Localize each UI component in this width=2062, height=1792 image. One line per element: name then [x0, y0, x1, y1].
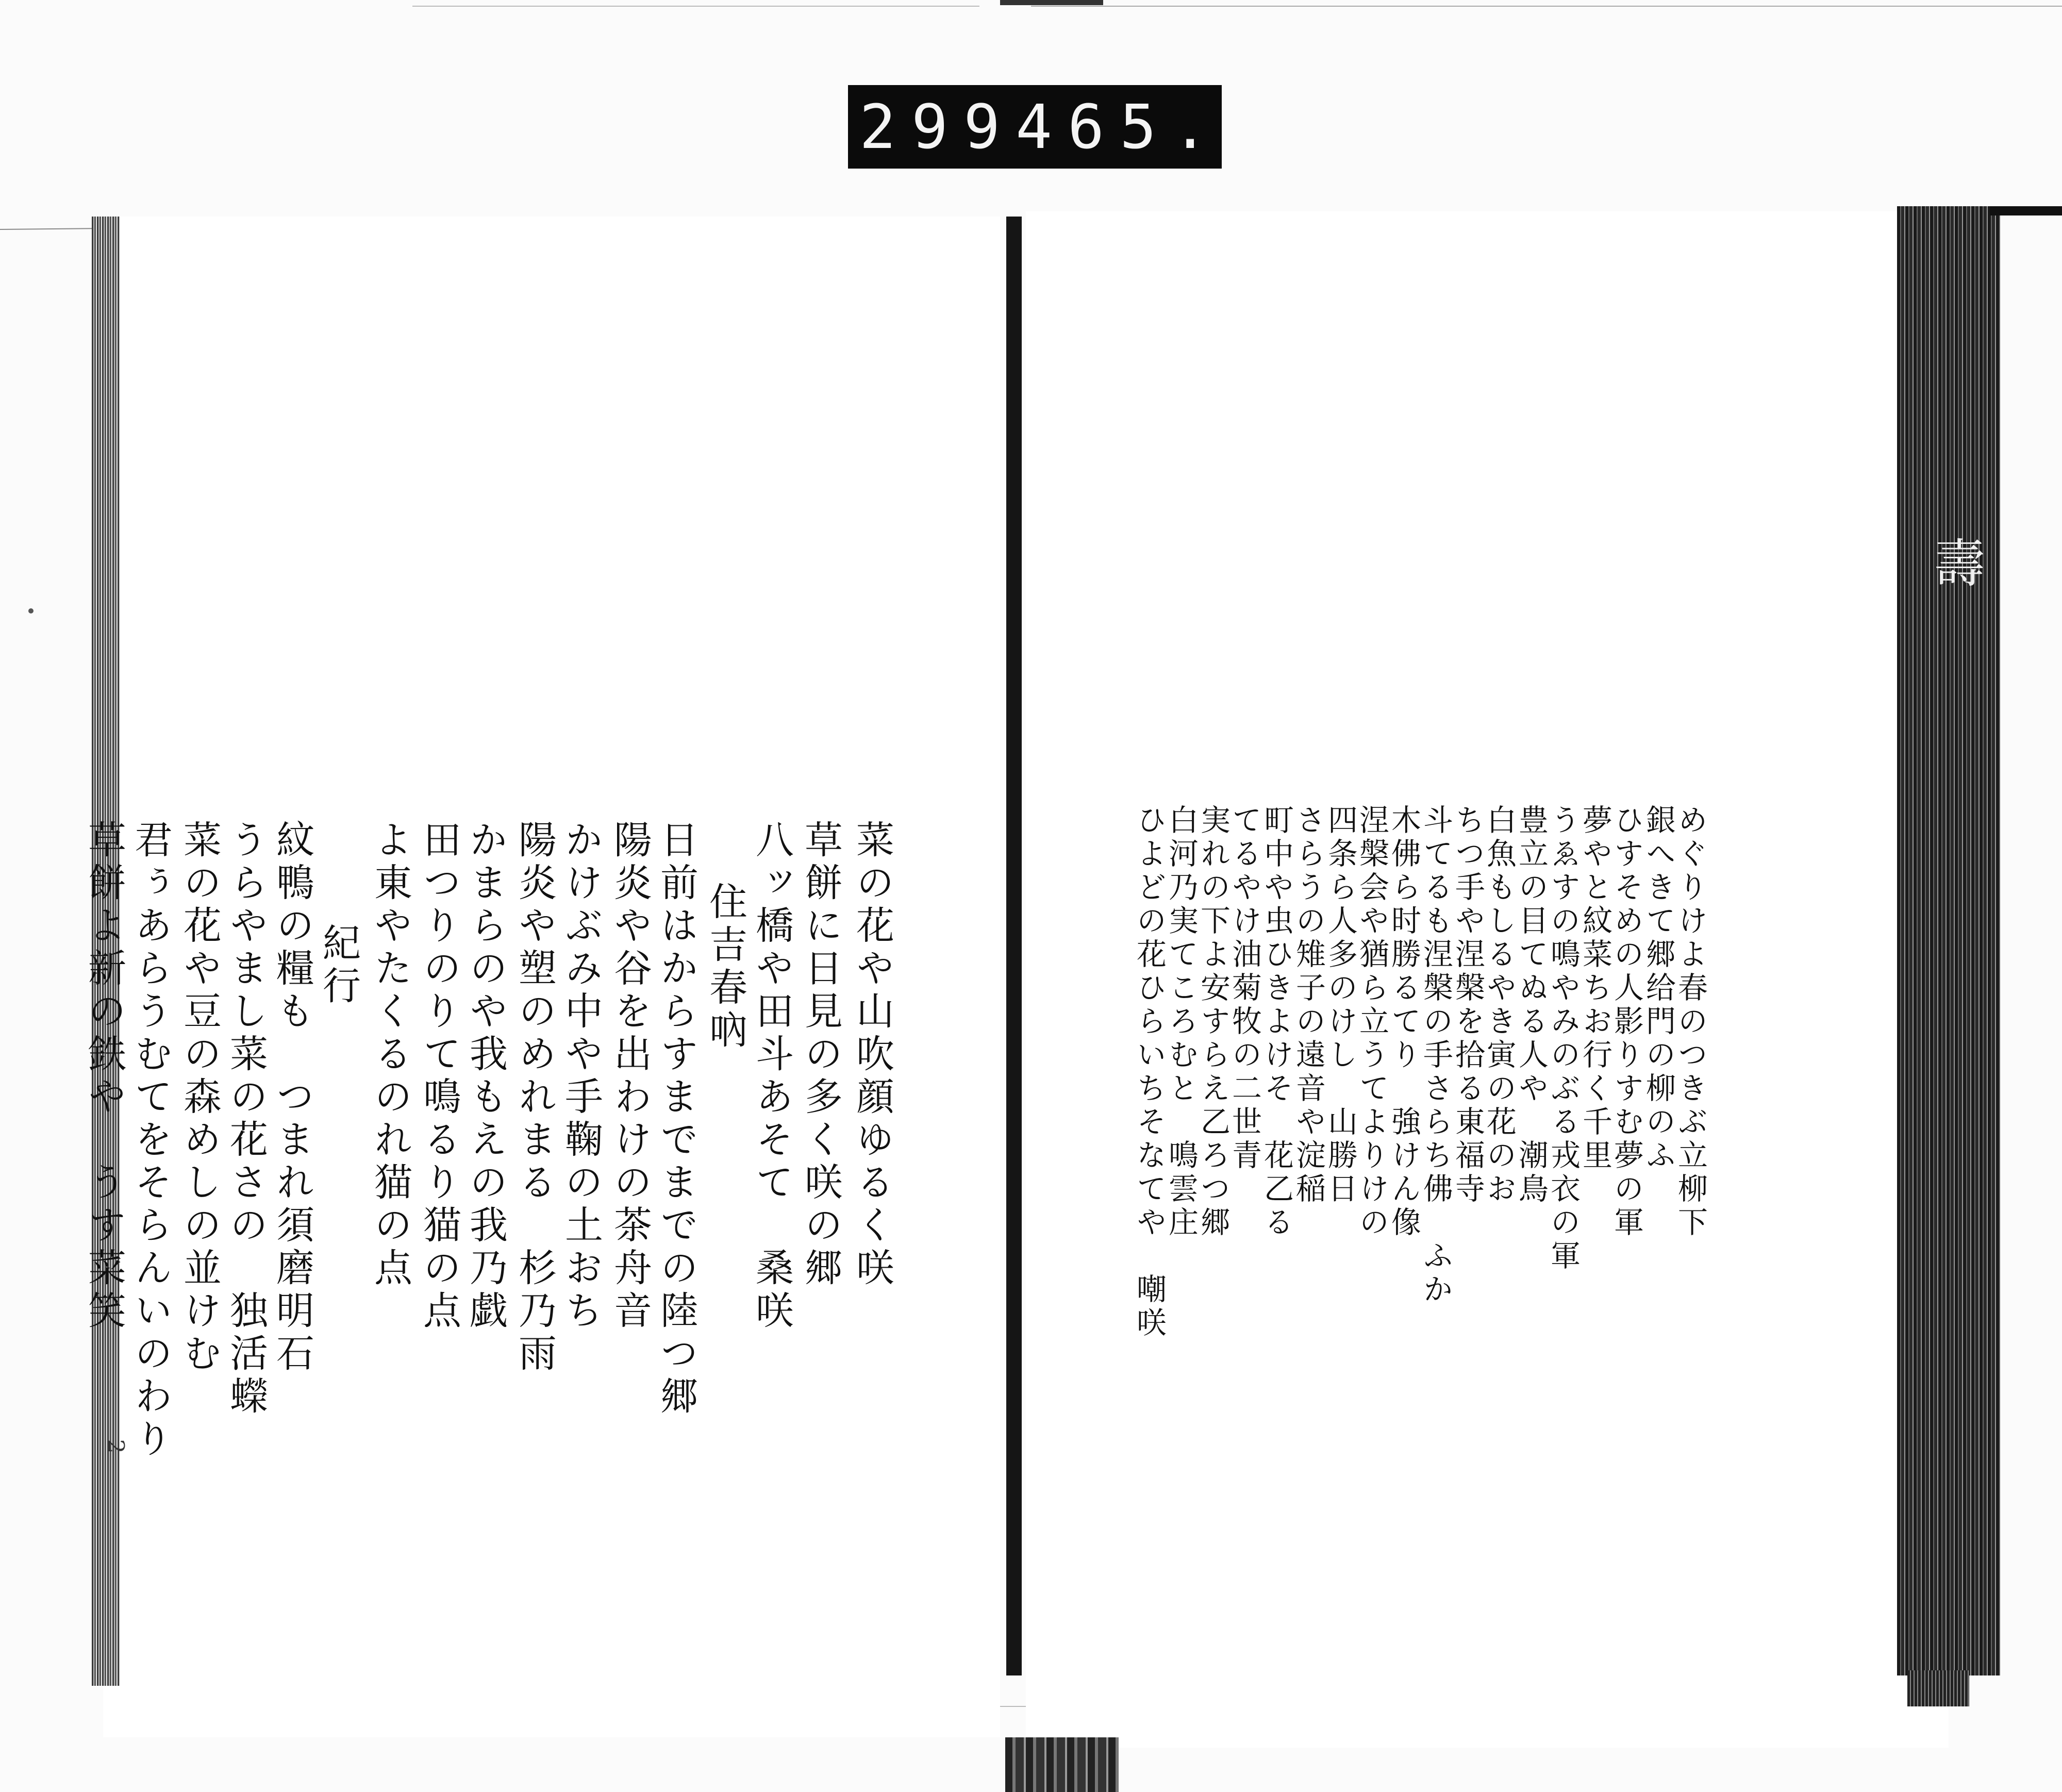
- right-column-6: 豊立の目てぬる人や 潮鳥: [1514, 804, 1549, 1206]
- left-column-8: 陽炎や塑のめれまる 杉乃雨: [512, 820, 557, 1376]
- right-column-18: ひよどの花ひらいちそなてや 嘲咲: [1132, 804, 1167, 1340]
- right-column-7: 白魚もしるやき寅の花のお: [1482, 804, 1517, 1206]
- margin-character: 壽: [1925, 536, 1985, 588]
- right-column-17: 白河乃実てころむと 鳴雲庄: [1163, 804, 1199, 1240]
- right-column-13: さらうの雉子の遠音や淀稲: [1291, 804, 1326, 1206]
- left-column-10: 田つりのりて鳴るり猫の点: [417, 820, 461, 1333]
- right-column-12: 四条ら人多のけし 山勝日: [1323, 804, 1358, 1206]
- left-column-2: 草餅に日見の多く咲の郷: [799, 820, 843, 1290]
- right-stack-top: [1990, 206, 2062, 215]
- right-column-10: 木佛ら时勝るてり 強けん像: [1386, 804, 1421, 1240]
- left-column-7: かけぶみ中や手鞠の土おち: [559, 820, 603, 1333]
- left-column-3: 八ッ橋や田斗あそて 桑咲: [750, 820, 794, 1333]
- top-tab: [1000, 0, 1103, 5]
- left-column-17: 草餅よ新の鉄や うす菜笑: [82, 820, 126, 1333]
- left-column-14: うらやまし菜の花さの 独活蠑: [224, 820, 268, 1419]
- left-column-16: 君ぅあらうむてをそらんいのわり: [128, 820, 173, 1462]
- left-column-6: 陽炎や谷を出わけの茶舟音: [608, 820, 652, 1333]
- label-right-number: 465.: [1016, 91, 1224, 162]
- frame-label: [848, 85, 1222, 169]
- right-column-2: 銀へきて郷给門の柳のふ: [1641, 804, 1676, 1173]
- right-column-5: うゑすの鳴やみのぶる戎衣の軍: [1545, 804, 1581, 1273]
- right-column-4: 夢やと紋菜ちお行く千里: [1577, 804, 1612, 1173]
- right-column-15: てるやけ油菊牧の二世青: [1227, 804, 1262, 1173]
- spine-foot: [1005, 1737, 1119, 1792]
- left-column-5: 日前はからすまでまでの陸つ郷: [654, 820, 699, 1419]
- right-column-8: ちつ手や涅槃を拾る東福寺: [1450, 804, 1485, 1206]
- left-column-15: 菜の花や豆の森めしの並けむ: [177, 820, 222, 1376]
- book-spine: [1006, 217, 1022, 1675]
- right-column-3: ひすそめの人影りすむ夢の軍: [1609, 804, 1644, 1240]
- right-column-1: めぐりけよ春のつきぶ立柳下: [1673, 804, 1708, 1240]
- right-page-stack: [1897, 206, 2000, 1675]
- right-column-14: 町中や虫ひきよけそ 花乙る: [1259, 804, 1294, 1240]
- right-column-16: 実れの下よ安すらえ乙ろつ郷: [1195, 804, 1230, 1240]
- left-column-11: よ東やたくるのれ猫の点: [368, 820, 412, 1290]
- right-column-11: 涅槃会や猶ら立うてよりけの: [1354, 804, 1389, 1240]
- left-column-12: 紀行: [317, 923, 361, 1008]
- left-column-1: 菜の花や山吹顔ゆるく咲: [850, 820, 894, 1290]
- right-column-9: 斗てるも涅槃の手さらち佛 ふか: [1418, 804, 1453, 1307]
- page-number: 2: [102, 1439, 129, 1454]
- left-column-4: 住吉春吶: [703, 882, 747, 1053]
- right-stack-foot: [1907, 1670, 1969, 1706]
- left-column-13: 紋鴨の糧も つまれ須磨明石: [270, 820, 314, 1376]
- left-column-9: かまらのや我もえの我乃戯: [463, 820, 508, 1333]
- label-left-number: 299: [859, 91, 1016, 162]
